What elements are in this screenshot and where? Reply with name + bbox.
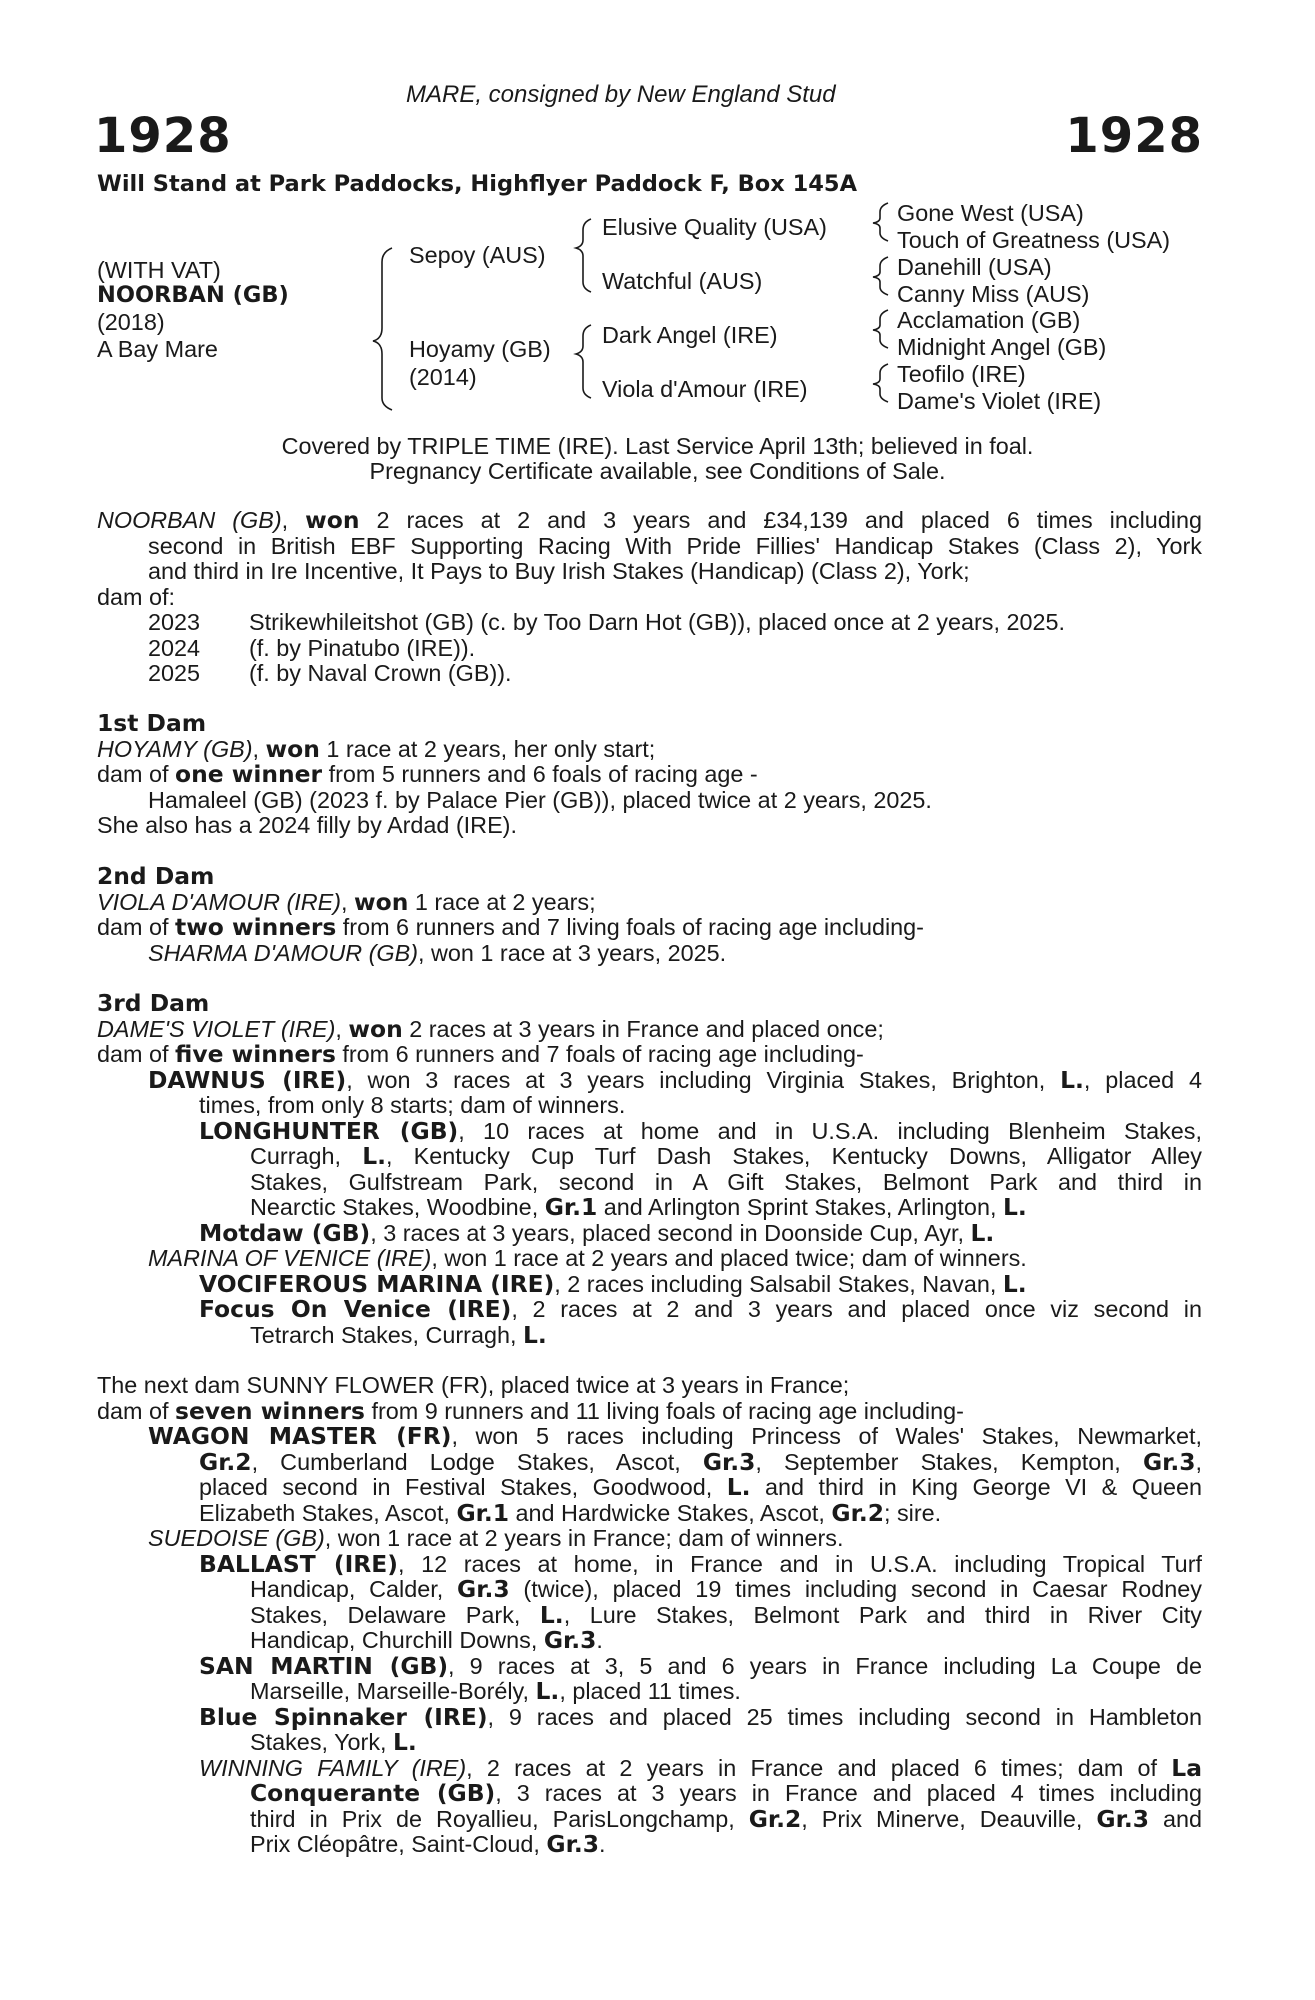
pedigree-sss: Gone West (USA) (897, 200, 1084, 226)
dam-line: Prix Cléopâtre, Saint-Cloud, Gr.3. (250, 1830, 606, 1858)
dam-line: HOYAMY (GB), won 1 race at 2 years, her only start; (97, 734, 656, 763)
dam-line: She also has a 2024 filly by Ardad (IRE). (97, 812, 517, 838)
section-heading: 1st Dam (97, 709, 207, 737)
dam-line: Stakes, York, L. (250, 1728, 417, 1756)
third-dam-section (97, 991, 1202, 1348)
horse-name: NOORBAN (GB) (97, 282, 289, 308)
produce-line: NOORBAN (GB), won 2 races at 2 and 3 years and £34,139 and placed 6 times including (97, 508, 1202, 534)
dam-line: Gr.2, Cumberland Lodge Stakes, Ascot, Gr.3, September Stakes, Kempton, Gr.3, (199, 1449, 1202, 1475)
dam-line: dam of two winners from 6 runners and 7 living foals of racing age including- (97, 913, 924, 941)
horse-year: (2018) (97, 309, 165, 335)
dam-line: DAWNUS (IRE), won 3 races at 3 years including Virginia Stakes, Brighton, L., placed 4 (148, 1067, 1202, 1093)
dam-line: Tetrarch Stakes, Curragh, L. (250, 1320, 547, 1349)
dam-line: BALLAST (IRE), 12 races at home, in France and in U.S.A. including Tropical Turf (199, 1551, 1202, 1577)
first-dam-section (97, 711, 1202, 839)
produce-line: second in British EBF Supporting Racing With Pride Fillies' Handicap Stakes (Class 2), York (148, 533, 1202, 559)
dam-line: Elizabeth Stakes, Ascot, Gr.1 and Hardwicke Stakes, Ascot, Gr.2; sire. (199, 1498, 942, 1527)
dam-line: Stakes, Gulfstream Park, second in A Gift Stakes, Belmont Park and third in (250, 1169, 1202, 1195)
next-dam-section (97, 1373, 1202, 1858)
pedigree-sire: Sepoy (AUS) (409, 242, 546, 268)
dam-line: WINNING FAMILY (IRE), 2 races at 2 years in France and placed 6 times; dam of La (199, 1755, 1202, 1781)
pedigree-dam-sire: Dark Angel (IRE) (602, 322, 778, 348)
dam-line: Handicap, Churchill Downs, Gr.3. (250, 1626, 603, 1654)
dam-line: SAN MARTIN (GB), 9 races at 3, 5 and 6 years in France including La Coupe de (199, 1653, 1202, 1679)
pedigree-ddd: Dame's Violet (IRE) (897, 388, 1102, 414)
dam-line: WAGON MASTER (FR), won 5 races including Princess of Wales' Stakes, Newmarket, (148, 1424, 1202, 1450)
dam-line: The next dam SUNNY FLOWER (FR), placed twice at 3 years in France; (97, 1372, 850, 1398)
pedigree-sire-dam: Watchful (AUS) (602, 268, 763, 294)
dam-line: Hamaleel (GB) (2023 f. by Palace Pier (GB)), placed twice at 2 years, 2025. (148, 786, 932, 813)
pedigree-sds: Danehill (USA) (897, 254, 1052, 280)
dam-line: dam of one winner from 5 runners and 6 foals of racing age - (97, 760, 758, 788)
lot-number-right: 1928 (1065, 108, 1203, 164)
dam-line: Stakes, Delaware Park, L., Lure Stakes, Belmont Park and third in River City (250, 1602, 1202, 1628)
dam-line: Curragh, L., Kentucky Cup Turf Dash Stakes, Kentucky Downs, Alligator Alley (250, 1144, 1202, 1170)
stabling-location: Will Stand at Park Paddocks, Highflyer Paddock F, Box 145A (97, 171, 857, 197)
dam-line: MARINA OF VENICE (IRE), won 1 race at 2 years and placed twice; dam of winners. (148, 1245, 1027, 1271)
pedigree-dss: Acclamation (GB) (897, 307, 1081, 333)
dam-line: Blue Spinnaker (IRE), 9 races and placed 25 times including second in Hambleton (199, 1704, 1202, 1730)
dam-line: DAME'S VIOLET (IRE), won 2 races at 3 years in France and placed once; (97, 1014, 884, 1043)
produce-section (97, 508, 1202, 687)
dam-line: placed second in Festival Stakes, Goodwood, L. and third in King George VI & Queen (199, 1475, 1202, 1501)
pedigree-sdd: Canny Miss (AUS) (897, 281, 1090, 307)
dam-line: third in Prix de Royallieu, ParisLongchamp, Gr.2, Prix Minerve, Deauville, Gr.3 and (250, 1806, 1202, 1832)
lot-subtitle: MARE, consigned by New England Stud (406, 81, 836, 108)
foal-row: 2023 Strikewhileitshot (GB) (c. by Too Darn Hot (GB)), placed once at 2 years, 2025. (148, 609, 1065, 635)
dam-line: Marseille, Marseille-Borély, L., placed 11 times. (250, 1677, 741, 1705)
pedigree-dam-dam: Viola d'Amour (IRE) (602, 376, 808, 402)
section-heading: 3rd Dam (97, 989, 210, 1017)
foal-row: 2024 (f. by Pinatubo (IRE)). (148, 634, 476, 661)
pedigree-dam: Hoyamy (GB) (409, 336, 551, 362)
vat-note: (WITH VAT) (97, 257, 221, 283)
dam-line: Motdaw (GB), 3 races at 3 years, placed second in Doonside Cup, Ayr, L. (199, 1218, 995, 1247)
dam-line: LONGHUNTER (GB), 10 races at home and in U.S.A. including Blenheim Stakes, (199, 1118, 1202, 1144)
pedigree-dam-year: (2014) (409, 364, 477, 390)
pedigree-ssd: Touch of Greatness (USA) (897, 227, 1171, 253)
dam-line: Focus On Venice (IRE), 2 races at 2 and 3 years and placed once viz second in (199, 1297, 1202, 1323)
pedigree-sire-sire: Elusive Quality (USA) (602, 214, 827, 240)
dam-line: dam of five winners from 6 runners and 7 foals of racing age including- (97, 1040, 864, 1068)
dam-line: dam of seven winners from 9 runners and 11 living foals of racing age including- (97, 1396, 964, 1425)
second-dam-section (97, 864, 1202, 966)
covering-line-2: Pregnancy Certificate available, see Conditions of Sale. (369, 458, 946, 484)
dam-line: Nearctic Stakes, Woodbine, Gr.1 and Arlington Sprint Stakes, Arlington, L. (250, 1193, 1027, 1221)
covering-line-1: Covered by TRIPLE TIME (IRE). Last Service April 13th; believed in foal. (281, 433, 1034, 459)
produce-dam-of: dam of: (97, 583, 176, 610)
pedigree-dsd: Midnight Angel (GB) (897, 334, 1107, 360)
lot-number-left: 1928 (94, 108, 232, 164)
dam-line: VIOLA D'AMOUR (IRE), won 1 race at 2 years; (97, 887, 596, 916)
dam-line: Handicap, Calder, Gr.3 (twice), placed 19 times including second in Caesar Rodney (250, 1577, 1202, 1603)
horse-description: A Bay Mare (97, 336, 218, 362)
produce-line: and third in Ire Incentive, It Pays to Buy Irish Stakes (Handicap) (Class 2), York; (148, 558, 970, 584)
dam-line: times, from only 8 starts; dam of winners. (199, 1092, 626, 1118)
pedigree-dds: Teofilo (IRE) (897, 361, 1026, 387)
dam-line: SHARMA D'AMOUR (GB), won 1 race at 3 years, 2025. (148, 939, 727, 966)
foal-row: 2025 (f. by Naval Crown (GB)). (148, 660, 512, 686)
dam-line: Conquerante (GB), 3 races at 3 years in France and placed 4 times including (250, 1781, 1202, 1807)
section-heading: 2nd Dam (97, 862, 215, 890)
dam-line: SUEDOISE (GB), won 1 race at 2 years in France; dam of winners. (148, 1525, 844, 1551)
dam-line: VOCIFEROUS MARINA (IRE), 2 races including Salsabil Stakes, Navan, L. (199, 1269, 1027, 1298)
